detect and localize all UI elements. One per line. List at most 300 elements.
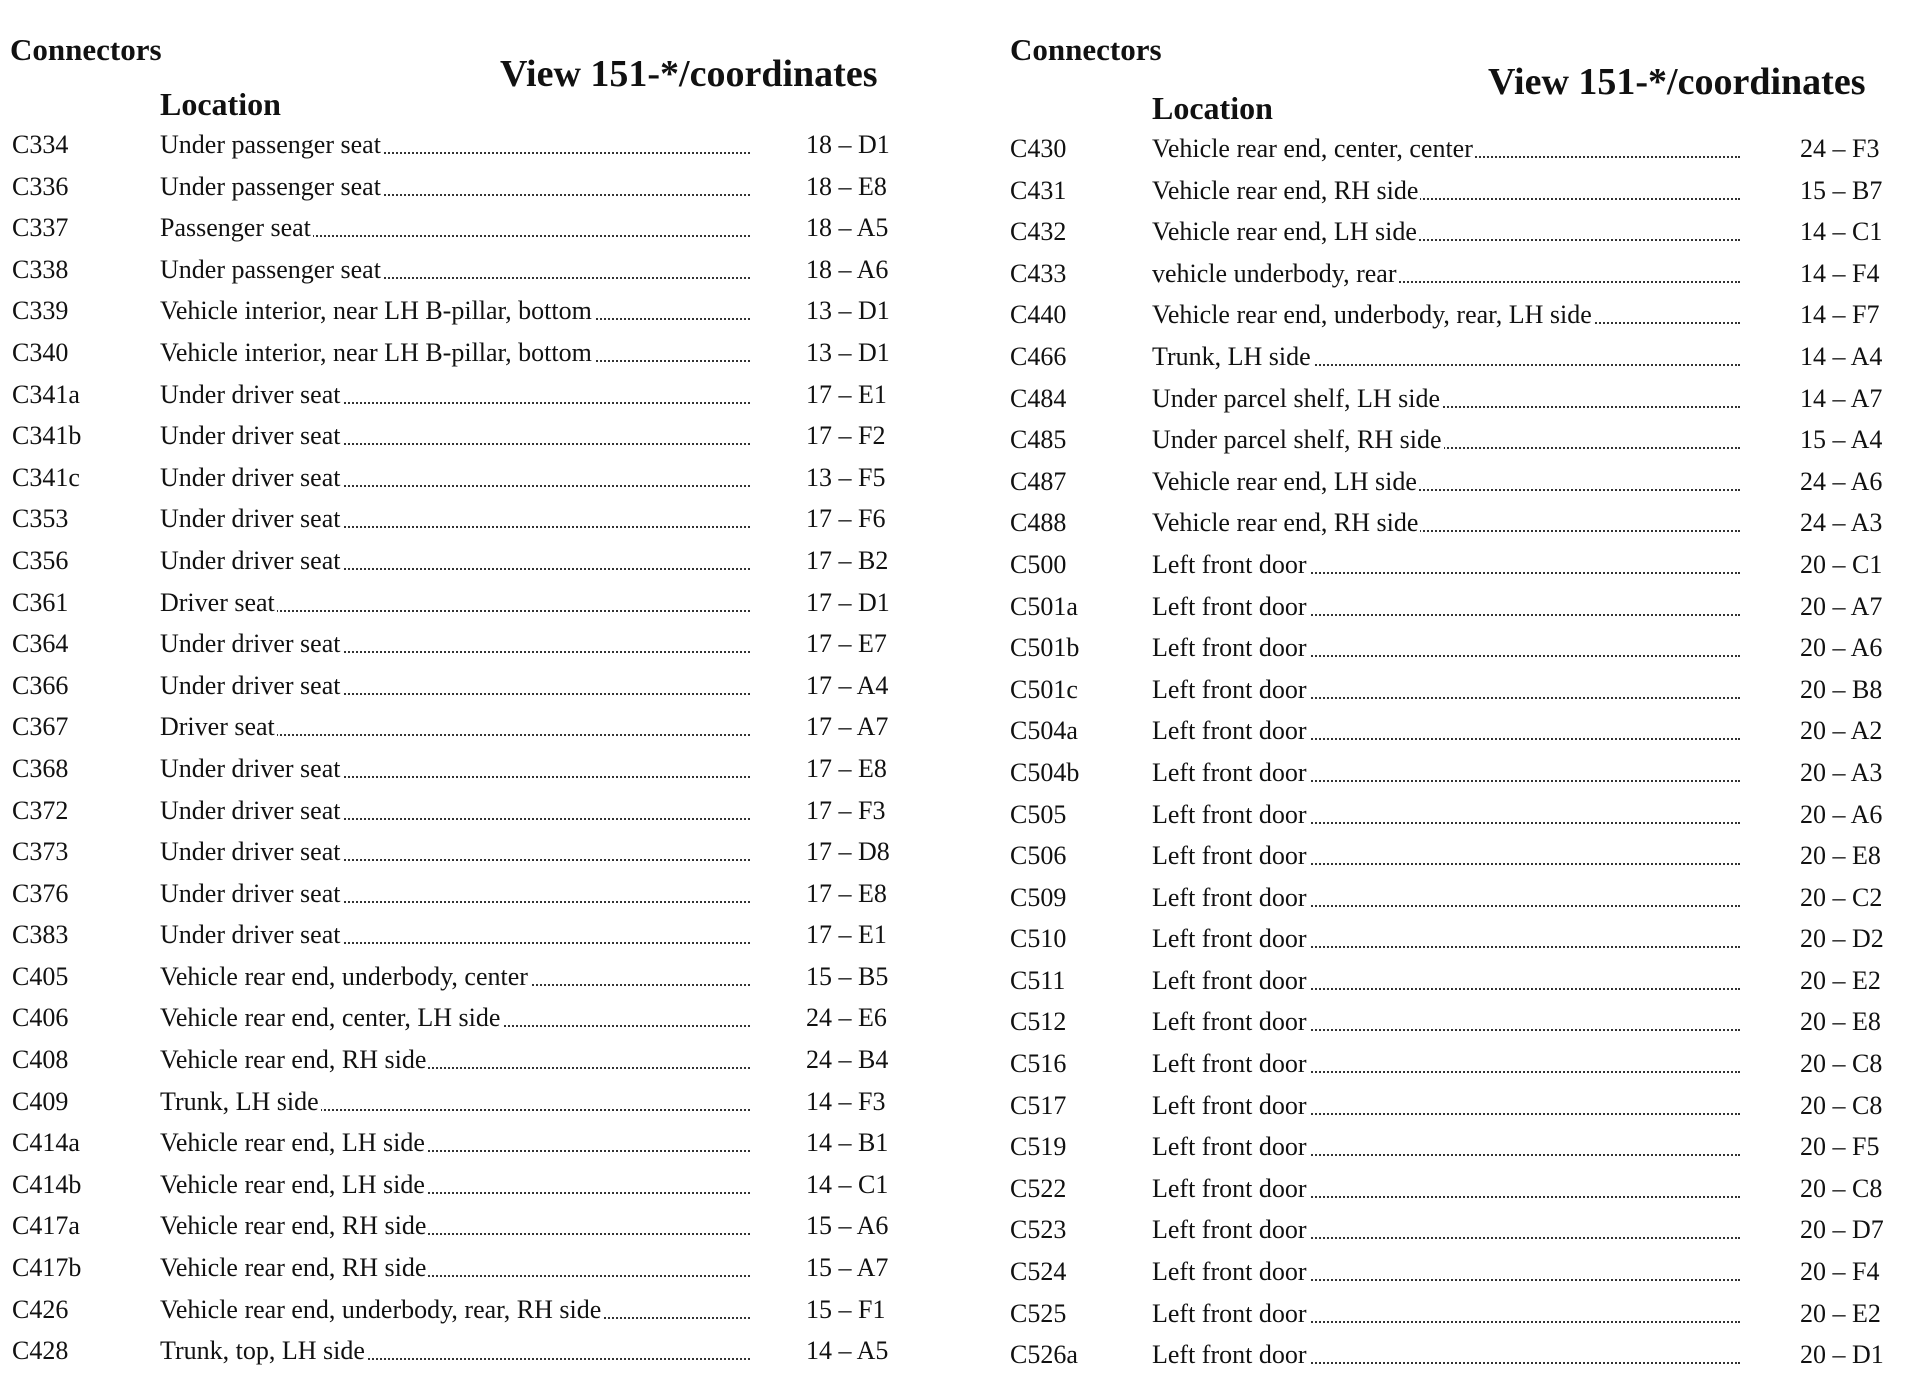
connector-row [1000, 1172, 1908, 1214]
connector-row [1000, 465, 1908, 507]
connector-location-text: Left front door [1152, 1049, 1307, 1079]
connector-coordinate: 13 – F5 [806, 462, 886, 492]
connector-coordinate: 17 – E8 [806, 753, 887, 783]
connector-location-text: Vehicle interior, near LH B-pillar, bottom [160, 337, 592, 367]
location-heading: Location [160, 86, 281, 122]
connector-row [1000, 174, 1908, 216]
connector-id: C409 [12, 1086, 69, 1116]
connectors-heading: Connectors [1010, 32, 1162, 67]
connector-id: C510 [1010, 924, 1067, 954]
connector-id: C524 [1010, 1257, 1067, 1287]
connector-id: C525 [1010, 1298, 1067, 1328]
connector-coordinate: 20 – D7 [1800, 1215, 1884, 1245]
connector-location-text: vehicle underbody, rear [1152, 258, 1397, 288]
connector-coordinate: 17 – D8 [806, 837, 890, 867]
connector-coordinate: 20 – D2 [1800, 924, 1884, 954]
connector-row [0, 1334, 950, 1376]
connector-coordinate: 20 – B8 [1800, 674, 1883, 704]
connector-location-text: Under parcel shelf, RH side [1152, 425, 1442, 455]
connector-location [160, 1170, 750, 1200]
connector-location-text: Vehicle rear end, LH side [160, 1128, 425, 1158]
connector-id: C431 [1010, 175, 1067, 205]
connector-row [1000, 922, 1908, 964]
connector-location-text: Left front door [1152, 1173, 1307, 1203]
connector-coordinate: 14 – A7 [1800, 383, 1883, 413]
connector-coordinate: 24 – F3 [1800, 134, 1880, 163]
connector-row [0, 1043, 950, 1085]
connector-location-text: Left front door [1152, 1298, 1307, 1328]
connector-id: C353 [12, 504, 69, 534]
connector-coordinate: 24 – A3 [1800, 508, 1883, 538]
connector-id: C501b [1010, 633, 1080, 663]
connector-location-text: Under passenger seat [160, 254, 381, 284]
connector-row [0, 378, 950, 420]
connector-coordinate: 15 – B7 [1800, 175, 1883, 205]
connector-id: C519 [1010, 1132, 1067, 1162]
connector-coordinate: 17 – E1 [806, 379, 887, 409]
connector-location [1152, 259, 1740, 289]
connector-location [1152, 342, 1740, 372]
connector-row [0, 461, 950, 503]
connector-location [1152, 134, 1740, 164]
connector-location [1152, 1299, 1740, 1329]
connector-coordinate: 17 – B2 [806, 545, 889, 575]
connector-location [160, 130, 750, 160]
connector-location-text: Under driver seat [160, 753, 341, 783]
connector-coordinate: 14 – C1 [806, 1169, 889, 1199]
connector-id: C408 [12, 1045, 69, 1075]
connector-id: C339 [12, 296, 69, 326]
connector-location [1152, 176, 1740, 206]
connector-location-text: Under driver seat [160, 545, 341, 575]
connector-coordinate: 20 – A2 [1800, 716, 1883, 746]
connector-coordinate: 24 – E6 [806, 1003, 887, 1033]
connector-coordinate: 20 – C2 [1800, 882, 1883, 912]
connector-coordinate: 20 – E8 [1800, 1007, 1881, 1037]
connector-location [1152, 716, 1740, 746]
connector-id: C504b [1010, 757, 1080, 787]
connector-location-text: Driver seat [160, 712, 275, 742]
location-heading: Location [1152, 90, 1273, 126]
connector-location-text: Vehicle rear end, RH side [1152, 508, 1419, 538]
connector-id: C341c [12, 462, 80, 492]
connector-id: C428 [12, 1336, 69, 1366]
connector-coordinate: 15 – F1 [806, 1294, 886, 1324]
connector-id: C430 [1010, 134, 1067, 163]
connector-location-text: Left front door [1152, 882, 1307, 912]
connectors-heading: Connectors [10, 32, 162, 67]
connector-location-text: Left front door [1152, 799, 1307, 829]
connector-location-text: Vehicle rear end, center, LH side [160, 1003, 501, 1033]
connector-coordinate: 18 – A6 [806, 254, 889, 284]
connector-location [160, 1045, 750, 1075]
connector-row [0, 253, 950, 295]
connector-coordinate: 20 – D1 [1800, 1340, 1884, 1370]
connector-row [0, 752, 950, 794]
connector-location [1152, 800, 1740, 830]
connector-row [0, 419, 950, 461]
connector-location-text: Under passenger seat [160, 171, 381, 201]
connector-location-text: Left front door [1152, 549, 1307, 579]
connector-row [0, 794, 950, 836]
connector-id: C500 [1010, 549, 1067, 579]
connector-id: C361 [12, 587, 69, 617]
connector-location [160, 172, 750, 202]
connector-list [0, 128, 950, 1376]
connector-location [160, 1128, 750, 1158]
connector-id: C414a [12, 1128, 80, 1158]
connector-location-text: Vehicle rear end, underbody, rear, LH side [1152, 300, 1592, 330]
connector-coordinate: 17 – E8 [806, 878, 887, 908]
connector-row [1000, 1338, 1908, 1380]
connector-row [0, 1293, 950, 1335]
connector-location [1152, 425, 1740, 455]
connector-id: C506 [1010, 841, 1067, 871]
connector-location [160, 1087, 750, 1117]
connector-row [1000, 590, 1908, 632]
connector-row [1000, 340, 1908, 382]
connector-location-text: Trunk, top, LH side [160, 1336, 365, 1366]
connector-coordinate: 20 – E2 [1800, 965, 1881, 995]
connector-id: C504a [1010, 716, 1078, 746]
connector-row [0, 170, 950, 212]
connector-location-text: Under driver seat [160, 462, 341, 492]
connector-location-text: Vehicle rear end, LH side [1152, 466, 1417, 496]
connector-location [160, 962, 750, 992]
connector-location [160, 671, 750, 701]
connector-location [1152, 1091, 1740, 1121]
connector-coordinate: 20 – C8 [1800, 1090, 1883, 1120]
connector-id: C509 [1010, 882, 1067, 912]
connector-id: C373 [12, 837, 69, 867]
connector-id: C501c [1010, 674, 1078, 704]
connector-row [1000, 1213, 1908, 1255]
connector-location [1152, 633, 1740, 663]
connector-location-text: Vehicle rear end, RH side [160, 1253, 427, 1283]
connector-row [1000, 215, 1908, 257]
connector-location-text: Left front door [1152, 1132, 1307, 1162]
connector-id: C340 [12, 337, 69, 367]
connector-location [160, 712, 750, 742]
connector-coordinate: 20 – A6 [1800, 799, 1883, 829]
connector-location [160, 837, 750, 867]
connector-row [0, 710, 950, 752]
connector-row [1000, 631, 1908, 673]
connector-location-text: Trunk, LH side [160, 1086, 319, 1116]
connector-location-text: Vehicle rear end, underbody, rear, RH side [160, 1294, 602, 1324]
connector-location [1152, 1174, 1740, 1204]
connector-row [0, 294, 950, 336]
connector-id: C440 [1010, 300, 1067, 330]
connector-location [1152, 841, 1740, 871]
connector-row [0, 211, 950, 253]
connector-row [1000, 673, 1908, 715]
connector-coordinate: 17 – A7 [806, 712, 889, 742]
connector-location-text: Left front door [1152, 633, 1307, 663]
connector-location [160, 255, 750, 285]
connector-row [0, 918, 950, 960]
connector-coordinate: 24 – B4 [806, 1045, 889, 1075]
connector-location [1152, 217, 1740, 247]
connector-location [160, 421, 750, 451]
connector-location-text: Driver seat [160, 587, 275, 617]
connector-coordinate: 17 – F6 [806, 504, 886, 534]
connector-id: C414b [12, 1169, 82, 1199]
connector-coordinate: 20 – C8 [1800, 1049, 1883, 1079]
connector-location-text: Under driver seat [160, 504, 341, 534]
connector-row [1000, 1089, 1908, 1131]
connector-row [1000, 382, 1908, 424]
connector-location [160, 380, 750, 410]
connector-location [1152, 592, 1740, 622]
connector-location-text: Left front door [1152, 716, 1307, 746]
connector-id: C522 [1010, 1173, 1067, 1203]
connector-id: C376 [12, 878, 69, 908]
connector-location [160, 629, 750, 659]
connector-row [0, 544, 950, 586]
connector-location-text: Under driver seat [160, 629, 341, 659]
connector-coordinate: 18 – A5 [806, 213, 889, 243]
connector-id: C338 [12, 254, 69, 284]
connector-row [0, 1209, 950, 1251]
connector-id: C426 [12, 1294, 69, 1324]
connector-id: C405 [12, 961, 69, 991]
connector-coordinate: 20 – F4 [1800, 1257, 1880, 1287]
connector-id: C526a [1010, 1340, 1078, 1370]
connector-id: C356 [12, 545, 69, 575]
connector-coordinate: 17 – E7 [806, 629, 887, 659]
connector-location-text: Left front door [1152, 965, 1307, 995]
connector-location-text: Vehicle rear end, RH side [160, 1211, 427, 1241]
connector-row [1000, 548, 1908, 590]
connector-row [0, 1126, 950, 1168]
connector-id: C336 [12, 171, 69, 201]
connector-location-text: Under driver seat [160, 795, 341, 825]
connector-location [1152, 883, 1740, 913]
connector-coordinate: 20 – C1 [1800, 549, 1883, 579]
connector-id: C488 [1010, 508, 1067, 538]
connector-location [160, 1253, 750, 1283]
connector-id: C368 [12, 753, 69, 783]
connector-id: C334 [12, 130, 69, 159]
connector-location [1152, 1215, 1740, 1245]
connector-id: C432 [1010, 217, 1067, 247]
connector-row [1000, 257, 1908, 299]
connector-location [160, 504, 750, 534]
connector-row [0, 1168, 950, 1210]
connector-coordinate: 15 – A4 [1800, 425, 1883, 455]
connector-coordinate: 20 – A6 [1800, 633, 1883, 663]
connector-id: C417b [12, 1253, 82, 1283]
connector-location-text: Left front door [1152, 591, 1307, 621]
connector-location [160, 1211, 750, 1241]
connector-location [160, 796, 750, 826]
connector-location [160, 546, 750, 576]
connector-coordinate: 17 – F3 [806, 795, 886, 825]
connector-location [160, 920, 750, 950]
connector-id: C337 [12, 213, 69, 243]
connector-id: C466 [1010, 341, 1067, 371]
connector-coordinate: 13 – D1 [806, 337, 890, 367]
connector-location-text: Under driver seat [160, 421, 341, 451]
connector-location [160, 463, 750, 493]
connector-id: C484 [1010, 383, 1067, 413]
connector-location [1152, 924, 1740, 954]
connector-coordinate: 14 – C1 [1800, 217, 1883, 247]
connector-row [1000, 881, 1908, 923]
connector-coordinate: 17 – D1 [806, 587, 890, 617]
connector-location-text: Vehicle rear end, center, center [1152, 134, 1473, 163]
connector-location [160, 1003, 750, 1033]
connector-row [0, 627, 950, 669]
connector-location-text: Under driver seat [160, 670, 341, 700]
connector-id: C487 [1010, 466, 1067, 496]
connector-location-text: Under driver seat [160, 920, 341, 950]
connector-location [1152, 758, 1740, 788]
connector-coordinate: 24 – A6 [1800, 466, 1883, 496]
connector-row [1000, 1005, 1908, 1047]
connector-location-text: Under passenger seat [160, 130, 381, 159]
connector-location [1152, 1049, 1740, 1079]
connector-location-text: Passenger seat [160, 213, 311, 243]
connector-location-text: Vehicle rear end, RH side [1152, 175, 1419, 205]
connector-location-text: Vehicle rear end, LH side [160, 1169, 425, 1199]
connector-coordinate: 15 – A7 [806, 1253, 889, 1283]
connector-location [1152, 1132, 1740, 1162]
connector-coordinate: 17 – A4 [806, 670, 889, 700]
connector-coordinate: 18 – E8 [806, 171, 887, 201]
connector-location-text: Left front door [1152, 1340, 1307, 1370]
connector-row [1000, 1047, 1908, 1089]
connector-row [1000, 1255, 1908, 1297]
connector-coordinate: 13 – D1 [806, 296, 890, 326]
connector-row [0, 1085, 950, 1127]
connector-row [1000, 298, 1908, 340]
connector-location [1152, 1340, 1740, 1370]
connector-coordinate: 20 – A3 [1800, 757, 1883, 787]
connector-location [160, 754, 750, 784]
connector-id: C341b [12, 421, 82, 451]
connector-row [1000, 506, 1908, 548]
connector-location-text: Left front door [1152, 1090, 1307, 1120]
connector-location-text: Under driver seat [160, 878, 341, 908]
connector-id: C367 [12, 712, 69, 742]
connector-id: C417a [12, 1211, 80, 1241]
connector-location [160, 879, 750, 909]
connector-coordinate: 14 – A4 [1800, 341, 1883, 371]
view-coordinates-heading: View 151-*/coordinates [1488, 61, 1866, 103]
connector-location-text: Vehicle rear end, LH side [1152, 217, 1417, 247]
connector-coordinate: 20 – A7 [1800, 591, 1883, 621]
connector-id: C517 [1010, 1090, 1067, 1120]
connector-location-text: Left front door [1152, 924, 1307, 954]
connector-id: C364 [12, 629, 69, 659]
connector-coordinate: 14 – F3 [806, 1086, 886, 1116]
connector-coordinate: 20 – E2 [1800, 1298, 1881, 1328]
connector-coordinate: 14 – B1 [806, 1128, 889, 1158]
connector-row [0, 1001, 950, 1043]
connector-id: C523 [1010, 1215, 1067, 1245]
connector-coordinate: 15 – A6 [806, 1211, 889, 1241]
connector-location-text: Under driver seat [160, 379, 341, 409]
connector-id: C512 [1010, 1007, 1067, 1037]
connector-id: C485 [1010, 425, 1067, 455]
connector-row [1000, 964, 1908, 1006]
connector-location [1152, 966, 1740, 996]
connector-coordinate: 17 – F2 [806, 421, 886, 451]
connector-row [0, 877, 950, 919]
connector-location-text: Left front door [1152, 757, 1307, 787]
connector-id: C406 [12, 1003, 69, 1033]
connector-location [1152, 1257, 1740, 1287]
connector-location [1152, 550, 1740, 580]
connector-row [0, 336, 950, 378]
connector-id: C383 [12, 920, 69, 950]
connector-location-text: Vehicle rear end, RH side [160, 1045, 427, 1075]
connector-id: C341a [12, 379, 80, 409]
connector-coordinate: 20 – C8 [1800, 1173, 1883, 1203]
connector-row [1000, 839, 1908, 881]
connector-coordinate: 15 – B5 [806, 961, 889, 991]
connector-location [160, 213, 750, 243]
connector-location-text: Vehicle rear end, underbody, center [160, 961, 528, 991]
connector-row [1000, 423, 1908, 465]
connector-location [1152, 1007, 1740, 1037]
connector-location [1152, 508, 1740, 538]
connector-location-text: Left front door [1152, 1257, 1307, 1287]
connector-id: C516 [1010, 1049, 1067, 1079]
connector-id: C505 [1010, 799, 1067, 829]
connector-location [160, 1336, 750, 1366]
connector-id: C366 [12, 670, 69, 700]
connector-location-text: Left front door [1152, 674, 1307, 704]
connector-row [1000, 798, 1908, 840]
connector-row [0, 960, 950, 1002]
connector-location-text: Trunk, LH side [1152, 341, 1311, 371]
connector-coordinate: 20 – F5 [1800, 1132, 1880, 1162]
connector-coordinate: 18 – D1 [806, 130, 890, 159]
connector-row [0, 669, 950, 711]
connector-row [0, 502, 950, 544]
connector-coordinate: 20 – E8 [1800, 841, 1881, 871]
view-coordinates-heading: View 151-*/coordinates [500, 53, 878, 95]
connector-location [160, 338, 750, 368]
connector-location-text: Left front door [1152, 1215, 1307, 1245]
connector-list [1000, 132, 1908, 1380]
connector-id: C511 [1010, 965, 1066, 995]
connector-location [160, 1295, 750, 1325]
connector-id: C372 [12, 795, 69, 825]
connector-id: C501a [1010, 591, 1078, 621]
connector-row [1000, 1130, 1908, 1172]
connector-coordinate: 17 – E1 [806, 920, 887, 950]
connector-location [1152, 467, 1740, 497]
connector-location [1152, 384, 1740, 414]
connector-location [1152, 300, 1740, 330]
connector-row [0, 835, 950, 877]
connector-coordinate: 14 – F7 [1800, 300, 1880, 330]
connector-row [1000, 756, 1908, 798]
connector-row [1000, 714, 1908, 756]
connector-location [1152, 675, 1740, 705]
connector-row [0, 1251, 950, 1293]
connector-location [160, 588, 750, 618]
connector-location-text: Left front door [1152, 1007, 1307, 1037]
connector-location-text: Vehicle interior, near LH B-pillar, bottom [160, 296, 592, 326]
connector-coordinate: 14 – F4 [1800, 258, 1880, 288]
connector-location-text: Left front door [1152, 841, 1307, 871]
connector-location [160, 296, 750, 326]
